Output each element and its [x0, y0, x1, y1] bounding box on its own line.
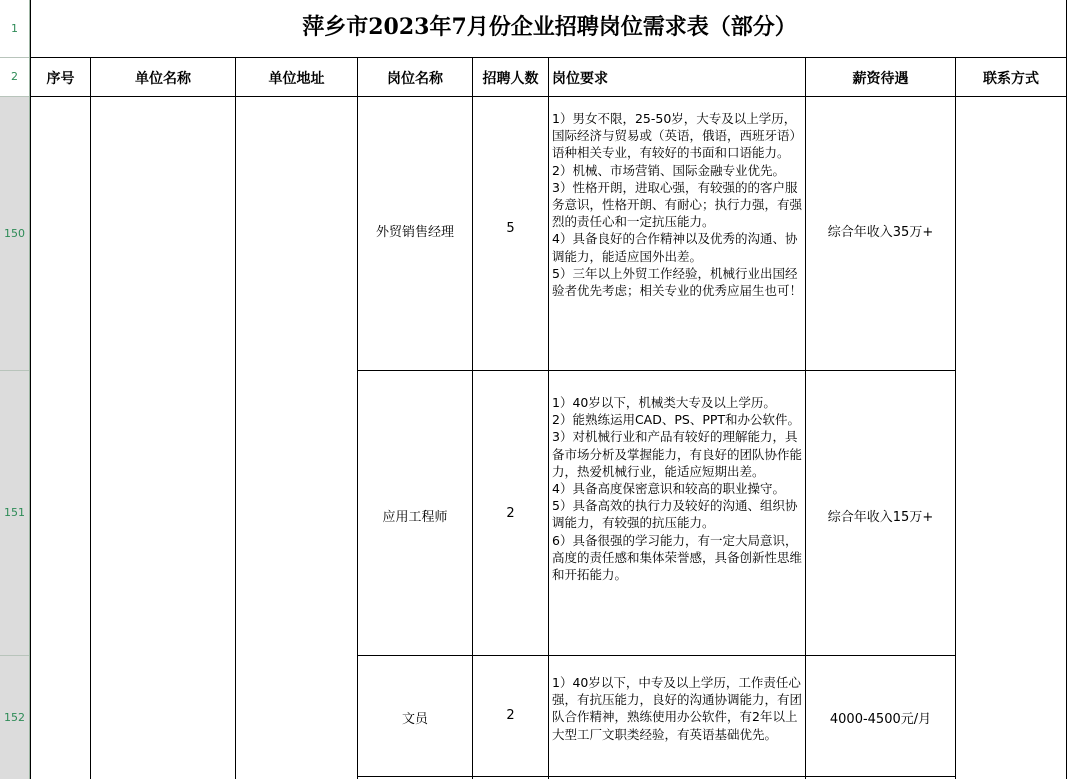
header-requirements[interactable]: 岗位要求: [552, 71, 608, 87]
cell-salary[interactable]: 综合年收入15万+: [827, 510, 934, 525]
row-number-152[interactable]: 152: [0, 656, 29, 779]
cell-headcount[interactable]: 5: [506, 221, 515, 236]
col-border: [1066, 0, 1067, 779]
sheet-title[interactable]: 萍乡市2023年7月份企业招聘岗位需求表（部分）: [302, 14, 797, 40]
cell-requirements[interactable]: 1）40岁以下，中专及以上学历，工作责任心强，有抗压能力，良好的沟通协调能力，有团队合作精神，熟练使用办公软件，有2年以上大型工厂文职类经验，有英语基础优先。: [552, 675, 803, 742]
header-company-address[interactable]: 单位地址: [268, 71, 325, 87]
header-index[interactable]: 序号: [46, 71, 75, 87]
header-salary[interactable]: 薪资待遇: [852, 71, 909, 87]
col-border: [90, 57, 91, 779]
cell-headcount[interactable]: 2: [506, 506, 515, 521]
row-border: [357, 370, 955, 371]
row-border: [357, 655, 955, 656]
cell-salary[interactable]: 综合年收入35万+: [827, 225, 934, 240]
row-number-151[interactable]: 151: [0, 371, 29, 655]
col-border: [805, 57, 806, 779]
header-headcount[interactable]: 招聘人数: [482, 71, 539, 87]
cell-position-name[interactable]: 文员: [401, 712, 428, 727]
col-border: [548, 57, 549, 779]
row-number-2[interactable]: 2: [0, 58, 29, 96]
cell-headcount[interactable]: 2: [506, 708, 515, 723]
row-number-150[interactable]: 150: [0, 97, 29, 370]
col-border: [955, 57, 956, 779]
row-header-column: [0, 0, 30, 779]
cell-salary[interactable]: 4000-4500元/月: [829, 712, 932, 727]
cell-requirements[interactable]: 1）40岁以下，机械类大专及以上学历。 2）能熟练运用CAD、PS、PPT和办公软件。 3）对机械行业和产品有较好的理解能力，具备市场分析及掌握能力，有良好的团队协作能力，热爱机械行业，能适应短期出差。 4）具备高度保密意识和较高的职业操守。 5）具备高效的执行力及较好的沟通、组织协调能力，有较强的抗压能力。 6）具备很强的学习能力，有一定大局意识，高度的责任感和集体荣誉感，具备创新性思维和开拓能力。: [552, 395, 803, 583]
cell-requirements[interactable]: 1）男女不限，25-50岁，大专及以上学历，国际经济与贸易或（英语，俄语，西班牙语）语种相关专业，有较好的书面和口语能力。 2）机械、市场营销、国际金融专业优先。 3）性格开朗，进取心强，有较强的的客户服务意识，性格开朗、有耐心；执行力强，有强烈的责任心和一定抗压能力。 4）具备良好的合作精神以及优秀的沟通、协调能力，能适应国外出差。 5）三年以上外贸工作经验，机械行业出国经验者优先考虑；相关专业的优秀应届生也可！: [552, 111, 803, 299]
cell-position-name[interactable]: 应用工程师: [382, 510, 448, 525]
header-company-name[interactable]: 单位名称: [135, 71, 191, 87]
header-contact[interactable]: 联系方式: [983, 71, 1039, 87]
col-border: [472, 57, 473, 779]
row-border: [357, 776, 955, 777]
header-position-name[interactable]: 岗位名称: [387, 71, 443, 87]
col-border: [30, 0, 31, 779]
cell-position-name[interactable]: 外贸销售经理: [375, 225, 454, 240]
col-border: [357, 57, 358, 779]
row-number-1[interactable]: 1: [0, 0, 29, 57]
col-border: [235, 57, 236, 779]
